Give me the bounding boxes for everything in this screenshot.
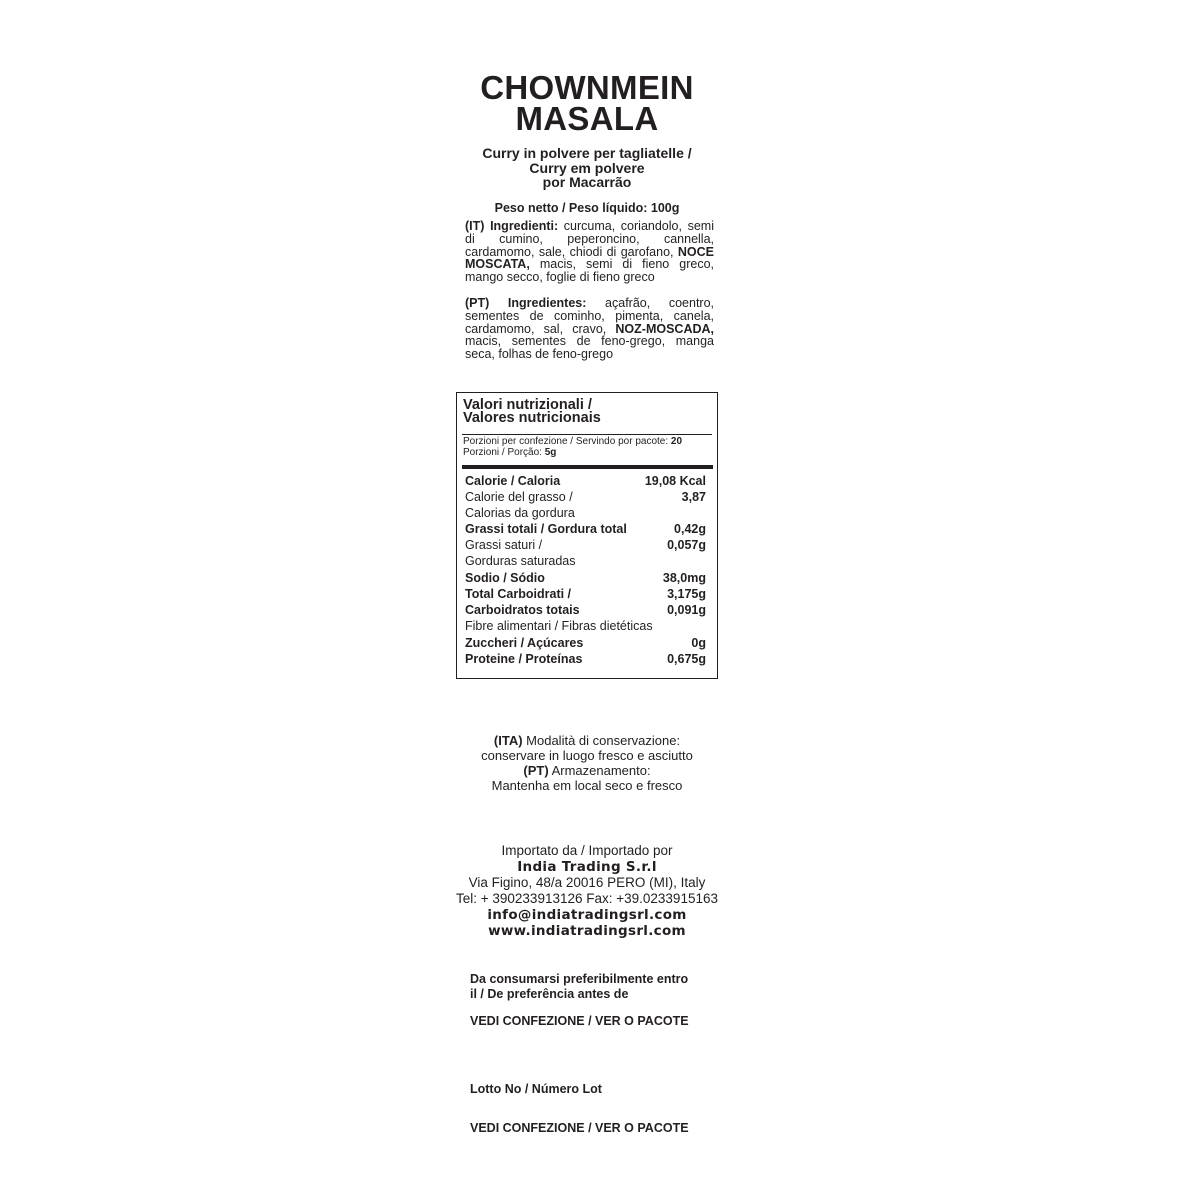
storage-it-key: (ITA) [493, 733, 523, 748]
best-before-line-1: Da consumarsi preferibilmente entro [470, 972, 689, 986]
storage-it-line-2: conservare in luogo fresco e asciutto [481, 748, 693, 763]
ingredients-pt-text-2: macis, sementes de feno-grego, manga seca, folhas de feno-grego [465, 334, 714, 362]
lot-number-value: VEDI CONFEZIONE / VER O PACOTE [470, 1121, 689, 1135]
importer-company: India Trading S.r.l [517, 859, 657, 875]
nutrition-row-label: Gorduras saturadas [465, 554, 576, 568]
nutrition-row-value: 0,091g [667, 603, 706, 617]
importer-email[interactable]: info@indiatradingsrl.com [487, 907, 687, 923]
importer-info [420, 843, 754, 939]
ingredients-pt-text-1: açafrão, coentro, sementes de cominho, pimenta, canela, cardamomo, sal, cravo, [465, 296, 715, 336]
nutrition-row-label: Zuccheri / Açúcares [465, 636, 584, 650]
product-title-line-1: CHOWNMEIN [480, 69, 694, 106]
nutrition-row-label: Sodio / Sódio [465, 571, 545, 585]
storage-pt-line-2: Mantenha em local seco e fresco [491, 778, 683, 793]
product-title [437, 69, 737, 137]
ingredients-it-label: (IT) Ingredienti: [465, 219, 559, 233]
nutrition-row-value: 0g [691, 636, 706, 650]
best-before-value: VEDI CONFEZIONE / VER O PACOTE [470, 1014, 689, 1028]
nutrition-row-value: 0,675g [667, 652, 706, 666]
storage-instructions [437, 733, 737, 793]
ingredients-it-allergen: NOCE MOSCATA, [465, 244, 714, 272]
nutrition-row-value: 0,42g [674, 522, 706, 536]
product-title-line-2: MASALA [515, 100, 659, 137]
nutrition-row-value: 3,175g [667, 587, 706, 601]
portion-value: 5g [544, 447, 557, 458]
nutrition-row-label: Proteine / Proteínas [465, 652, 583, 666]
nutrition-row-value: 0,057g [667, 538, 706, 552]
best-before [470, 972, 730, 1002]
nutrition-divider-thick [462, 465, 713, 469]
nutrition-row-label: Carboidratos totais [465, 603, 580, 617]
nutrition-divider-thin [462, 434, 712, 435]
subtitle-line-2: Curry em polvere [529, 159, 645, 176]
nutrition-row-value: 19,08 Kcal [644, 474, 706, 488]
importer-phone: Tel: + 390233913126 Fax: +39.0233915163 [456, 891, 718, 906]
nutrition-title-line-2: Valores nutricionais [463, 409, 601, 426]
subtitle-line-3: por Macarrão [542, 174, 632, 190]
subtitle-line-1: Curry in polvere per tagliatelle / [482, 145, 692, 161]
ingredients-pt-allergen: NOZ-MOSCADA, [615, 321, 714, 336]
nutrition-row-label: Calorie del grasso / [465, 490, 573, 504]
portion-label: Porzioni / Porção: [463, 447, 545, 458]
nutrition-facts-box [456, 392, 718, 679]
ingredients-pt-label: (PT) Ingredientes: [465, 296, 587, 310]
nutrition-row-value: 3,87 [681, 490, 706, 504]
nutrition-row-value: 38,0mg [662, 571, 706, 585]
ingredients-it-text-2: macis, semi di fieno greco, mango secco, foglie di fieno greco [465, 257, 714, 285]
nutrition-row-label: Grassi saturi / [465, 538, 543, 552]
lot-number-label: Lotto No / Número Lot [470, 1082, 602, 1096]
importer-website[interactable]: www.indiatradingsrl.com [488, 923, 686, 939]
importer-label: Importato da / Importado por [501, 843, 673, 858]
ingredients-it [465, 220, 714, 284]
nutrition-row-label: Calorie / Caloria [465, 474, 561, 488]
servings-value: 20 [670, 436, 683, 447]
nutrition-title [463, 399, 713, 424]
servings-label: Porzioni per confezione / Servindo por pacote: [463, 436, 671, 447]
nutrition-row-label: Grassi totali / Gordura total [465, 522, 627, 536]
ingredients-it-text-1: curcuma, coriandolo, semi di cumino, peperoncino, cannella, cardamomo, sale, chiodi di garofano, [465, 219, 714, 259]
nutrition-row-label: Fibre alimentari / Fibras dietéticas [465, 619, 653, 633]
ingredients-pt [465, 297, 714, 361]
nutrition-servings [463, 436, 715, 458]
net-weight: Peso netto / Peso líquido: 100g [494, 201, 680, 215]
storage-it-line-1: Modalità di conservazione: [522, 733, 681, 748]
nutrition-row-label: Calorias da gordura [465, 506, 575, 520]
importer-address: Via Figino, 48/a 20016 PERO (MI), Italy [468, 875, 706, 890]
nutrition-title-line-1: Valori nutrizionali / [463, 397, 592, 413]
storage-pt-key: (PT) [523, 763, 549, 778]
nutrition-row-label: Total Carboidrati / [465, 587, 572, 601]
product-subtitle [437, 146, 737, 190]
storage-pt-line-1: Armazenamento: [548, 763, 651, 778]
best-before-line-2: il / De preferência antes de [470, 987, 629, 1001]
